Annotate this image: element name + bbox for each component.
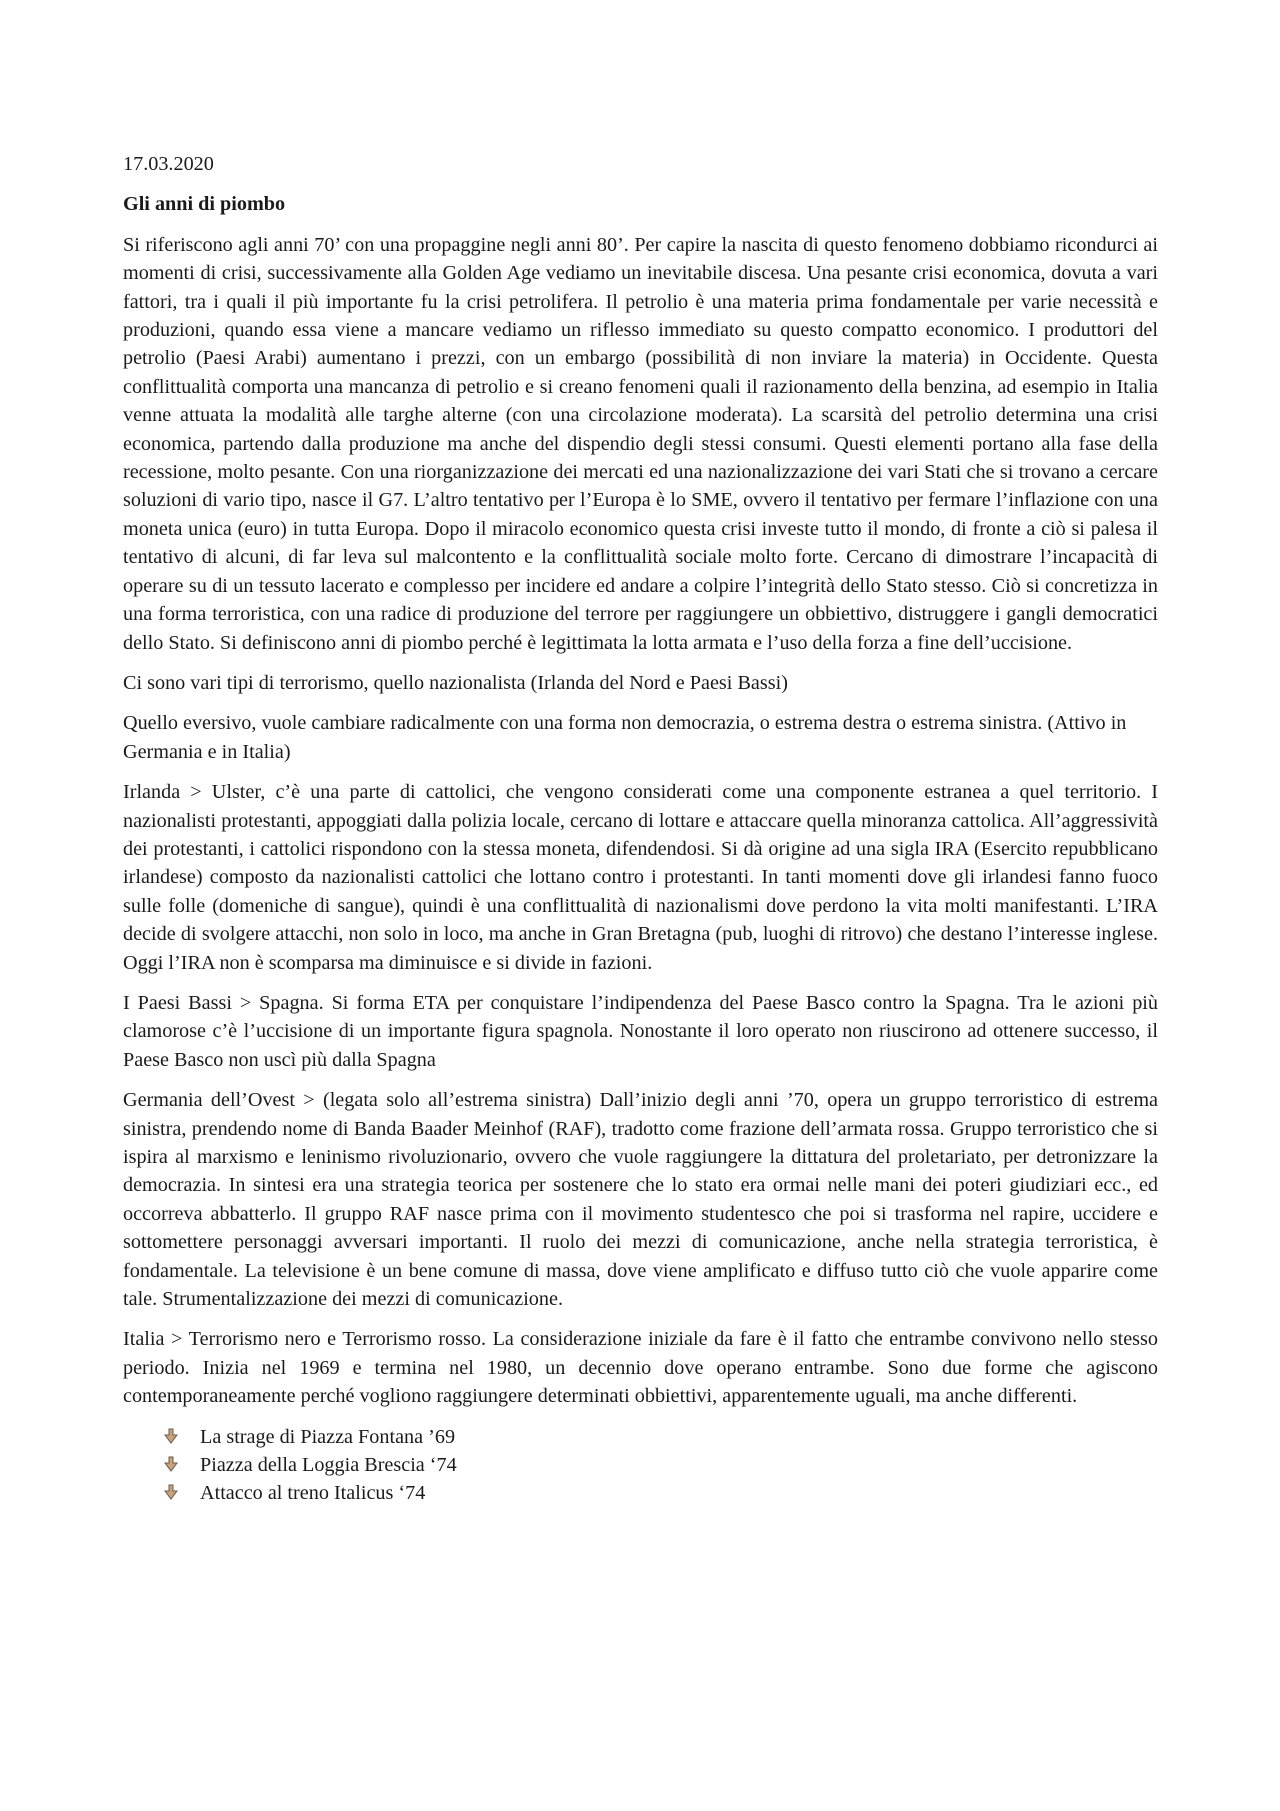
list-item	[123, 1479, 1158, 1507]
paragraph-types: Ci sono vari tipi di terrorismo, quello nazionalista (Irlanda del Nord e Paesi Bassi)	[123, 671, 788, 694]
arrow-bullet-icon	[163, 1456, 179, 1472]
arrow-bullet-icon	[163, 1484, 179, 1500]
list-item-label: Attacco al treno Italicus ‘74	[200, 1482, 426, 1505]
document-date: 17.03.2020	[123, 153, 214, 175]
paragraph-intro: Si riferiscono agli anni 70’ con una propaggine negli anni 80’. Per capire la nascita di questo fenomeno dobbiamo ricondurci ai momenti di crisi, successivamente alla Golden Age vediamo un inevitabile discesa. Una pesante crisi economica, dovuta a vari fattori, tra i quali il più importante fu la crisi petrolifera. Il petrolio è una materia prima fondamentale per varie necessità e produzioni, quando essa viene a mancare vediamo un riflesso immediato su questo compatto economico. I produttori del petrolio (Paesi Arabi) aumentano i prezzi, con un embargo (possibilità di non inviare la materia) in Occidente. Questa conflittualità comporta una mancanza di petrolio e si creano fenomeni quali il razionamento della benzina, ad esempio in Italia venne attuata la modalità alle targhe alterne (con una circolazione moderata). La scarsità del petrolio determina una crisi economica, partendo dalla produzione ma anche del dispendio degli stessi consumi. Questi elementi portano alla fase della recessione, molto pesante. Con una riorganizzazione dei mercati ed una nazionalizzazione dei vari Stati che si trovano a cercare soluzioni di vario tipo, nasce il G7. L’altro tentativo per l’Europa è lo SME, ovvero il tentativo per fermare l’inflazione con una moneta unica (euro) in tutta Europa. Dopo il miracolo economico questa crisi investe tutto il mondo, di fronte a ciò si palesa il tentativo di alcuni, di far leva sul malcontento e la conflittualità sociale molto forte. Cercano di dimostrare l’incapacità di operare su di un tessuto lacerato e complesso per incidere ed andare a colpire l’integrità dello Stato stesso. Ciò si concretizza in una forma terroristica, con una radice di produzione del terrore per raggiungere un obbiettivo, distruggere i gangli democratici dello Stato. Si definiscono anni di piombo perché è legittimata la lotta armata e l’uso della forza a fine dell’uccisione.	[123, 233, 1158, 654]
paragraph-germany: Germania dell’Ovest > (legata solo all’estrema sinistra) Dall’inizio degli anni ’70, opera un gruppo terroristico di estrema sinistra, prendendo nome di Banda Baader Meinhof (RAF), tradotto come frazione dell’armata rossa. Gruppo terroristico che si ispira al marxismo e leninismo rivoluzionario, ovvero che vuole raggiungere la dittatura del proletariato, per detronizzare la democrazia. In sintesi era una strategia teorica per sostenere che lo stato era ormai nelle mani dei poteri giudiziari ecc., ed occorreva abbatterlo. Il gruppo RAF nasce prima con il movimento studentesco che poi si trasforma nel rapire, uccidere e sottomettere personaggi avversari importanti. Il ruolo dei mezzi di comunicazione, anche nella strategia terroristica, è fondamentale. La televisione è un bene comune di massa, dove viene amplificato e diffuso tutto ciò che vuole apparire come tale. Strumentalizzazione dei mezzi di comunicazione.	[123, 1089, 1158, 1311]
arrow-bullet-icon	[163, 1428, 179, 1444]
paragraph-italy: Italia > Terrorismo nero e Terrorismo rosso. La considerazione iniziale da fare è il fatto che entrambe convivono nello stesso periodo. Inizia nel 1969 e termina nel 1980, un decennio dove operano entrambe. Sono due forme che agiscono contemporaneamente perché vogliono raggiungere determinati obbiettivi, apparentemente uguali, ma anche differenti.	[123, 1328, 1158, 1408]
list-item-label: La strage di Piazza Fontana ’69	[200, 1425, 456, 1448]
events-list	[123, 1423, 1158, 1508]
paragraph-ireland: Irlanda > Ulster, c’è una parte di cattolici, che vengono considerati come una componente estranea a quel territorio. I nazionalisti protestanti, appoggiati dalla polizia locale, cercano di lottare e attaccare quella minoranza cattolica. All’aggressività dei protestanti, i cattolici rispondono con la stessa moneta, difendendosi. Si dà origine ad una sigla IRA (Esercito repubblicano irlandese) composto da nazionalisti cattolici che lottano contro i protestanti. In tanti momenti dove gli irlandesi fanno fuoco sulle folle (domeniche di sangue), quindi è una conflittualità di nazionalismi dove perdono la vita molti manifestanti. L’IRA decide di svolgere attacchi, non solo in loco, ma anche in Gran Bretagna (pub, luoghi di ritrovo) che destano l’interesse inglese. Oggi l’IRA non è scomparsa ma diminuisce e si divide in fazioni.	[123, 781, 1158, 974]
list-item	[123, 1423, 1158, 1451]
paragraph-eversive: Quello eversivo, vuole cambiare radicalmente con una forma non democrazia, o estrema destra o estrema sinistra. (Attivo in Germania e in Italia)	[123, 712, 1127, 763]
document-page	[123, 150, 1158, 1508]
list-item-label: Piazza della Loggia Brescia ‘74	[200, 1454, 457, 1477]
paragraph-basque: I Paesi Bassi > Spagna. Si forma ETA per conquistare l’indipendenza del Paese Basco contro la Spagna. Tra le azioni più clamorose c’è l’uccisione di un importante figura spagnola. Nonostante il loro operato non riuscirono ad ottenere successo, il Paese Basco non uscì più dalla Spagna	[123, 991, 1158, 1071]
document-title: Gli anni di piombo	[123, 193, 286, 216]
list-item	[123, 1451, 1158, 1479]
